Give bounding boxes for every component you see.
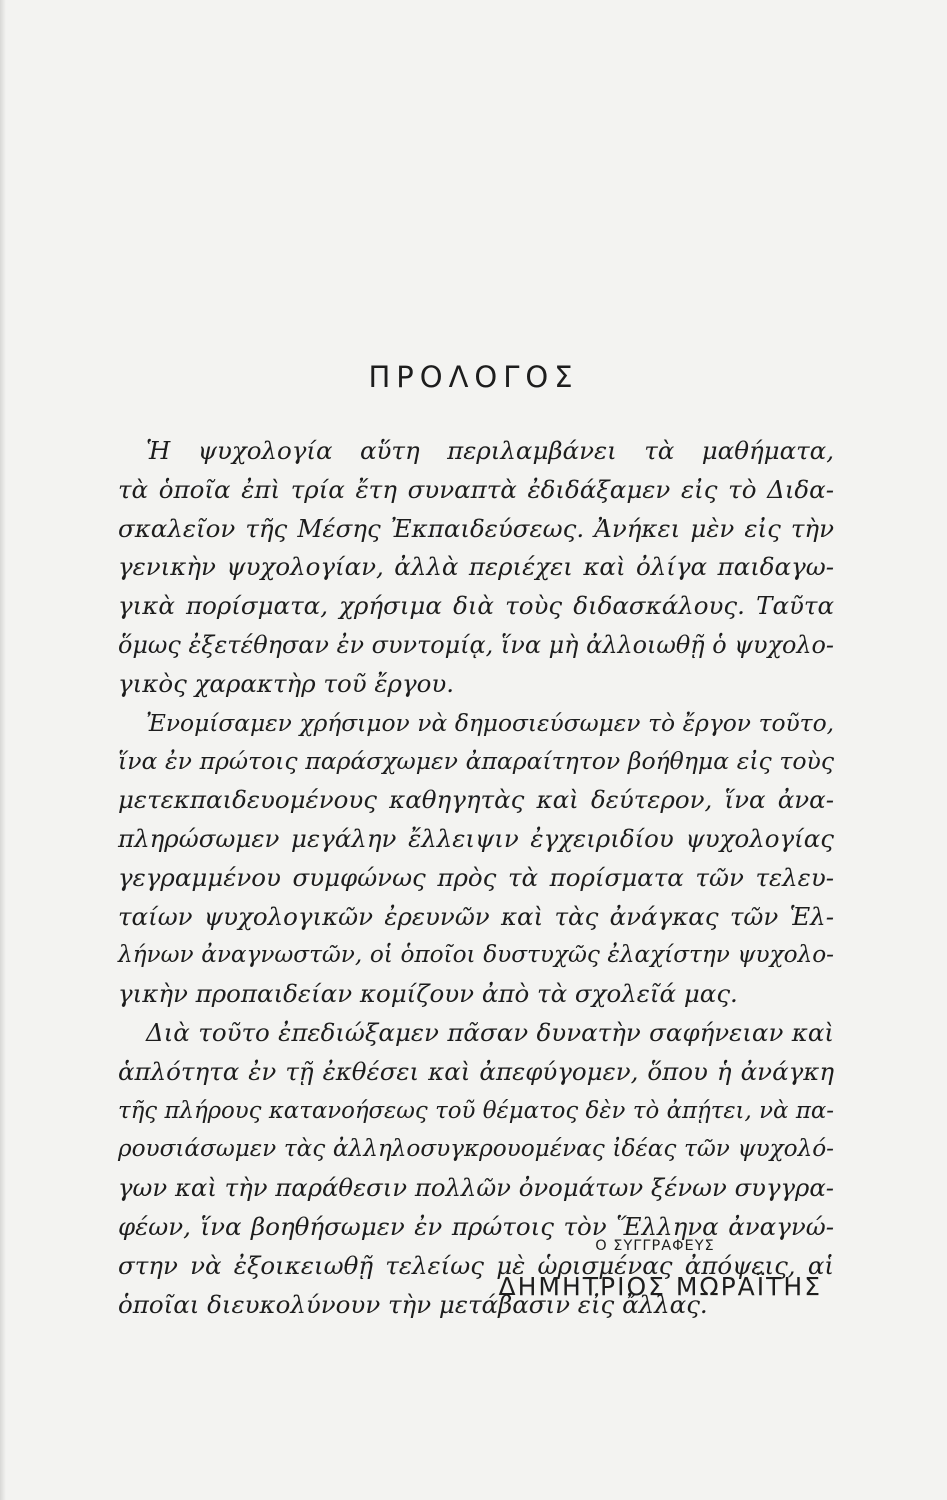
text-line: γικὰ πορίσματα, χρήσιμα διὰ τοὺς διδασκάλους. Ταῦτα xyxy=(118,591,834,621)
text-line: Διὰ τοῦτο ἐπεδιώξαμεν πᾶσαν δυνατὴν σαφήνειαν καὶ xyxy=(146,1017,834,1047)
page-edge-shadow xyxy=(0,0,6,1500)
text-line: ἁπλότητα ἐν τῇ ἐκθέσει καὶ ἀπεφύγομεν, ὅπου ἡ ἀνάγκη xyxy=(118,1056,834,1086)
text-line: ταίων ψυχολογικῶν ἐρευνῶν καὶ τὰς ἀνάγκας τῶν Ἑλ- xyxy=(118,901,834,931)
paragraph-1 xyxy=(118,432,834,704)
text-line: γεγραμμένου συμφώνως πρὸς τὰ πορίσματα τῶν τελευ- xyxy=(118,862,834,892)
text-line: ὅμως ἐξετέθησαν ἐν συντομίᾳ, ἵνα μὴ ἀλλοιωθῇ ὁ ψυχολο- xyxy=(118,630,834,659)
text-line: γικὴν προπαιδείαν κομίζουν ἀπὸ τὰ σχολεῖά μας. xyxy=(118,979,738,1009)
text-line: ὁποῖαι διευκολύνουν τὴν μετάβασιν εἰς ἄλλας. xyxy=(118,1289,708,1319)
preface-body xyxy=(118,432,834,1324)
signature-label: Ο ΣΥΓΓΡΑΦΕΥΣ xyxy=(595,1238,715,1254)
text-line: πληρώσωμεν μεγάλην ἔλλειψιν ἐγχειριδίου ψυχολογίας xyxy=(118,823,834,853)
paragraph-2 xyxy=(118,704,834,1014)
text-line: τὰ ὁποῖα ἐπὶ τρία ἔτη συναπτὰ ἐδιδάξαμεν εἰς τὸ Διδα- xyxy=(118,474,834,504)
text-line: μετεκπαιδευομένους καθηγητὰς καὶ δεύτερον, ἵνα ἀνα- xyxy=(118,785,834,815)
page-title: ΠΡΟΛΟΓΟΣ xyxy=(368,360,579,394)
text-line: στην νὰ ἐξοικειωθῇ τελείως μὲ ὡρισμένας ἀπόψεις, αἱ xyxy=(118,1250,834,1280)
text-line: γων καὶ τὴν παράθεσιν πολλῶν ὀνομάτων ξένων συγγρα- xyxy=(118,1173,834,1203)
text-line: φέων, ἵνα βοηθήσωμεν ἐν πρώτοις τὸν Ἕλληνα ἀναγνώ- xyxy=(118,1211,834,1241)
text-line: ρουσιάσωμεν τὰς ἀλληλοσυγκρουομένας ἰδέας τῶν ψυχολό- xyxy=(118,1135,834,1163)
signature-name: ΔΗΜΗΤΡΙΟΣ ΜΩΡΑΪΤΗΣ xyxy=(498,1272,822,1301)
text-line: ἵνα ἐν πρώτοις παράσχωμεν ἀπαραίτητον βοήθημα εἰς τοὺς xyxy=(118,747,834,776)
text-line: σκαλεῖον τῆς Μέσης Ἐκπαιδεύσεως. Ἀνήκει μὲν εἰς τὴν xyxy=(118,513,834,543)
text-line: Ἐνομίσαμεν χρήσιμον νὰ δημοσιεύσωμεν τὸ ἔργον τοῦτο, xyxy=(146,708,834,737)
text-line: γενικὴν ψυχολογίαν, ἀλλὰ περιέχει καὶ ὀλίγα παιδαγω- xyxy=(118,552,834,582)
text-line: λήνων ἀναγνωστῶν, οἱ ὁποῖοι δυστυχῶς ἐλαχίστην ψυχολο- xyxy=(118,941,834,969)
text-line: Ἡ ψυχολογία αὕτη περιλαμβάνει τὰ μαθήματα, xyxy=(146,436,834,465)
text-line: γικὸς χαρακτὴρ τοῦ ἔργου. xyxy=(118,668,455,698)
text-line: τῆς πλήρους κατανοήσεως τοῦ θέματος δὲν τὸ ἀπῄτει, νὰ πα- xyxy=(118,1097,834,1124)
